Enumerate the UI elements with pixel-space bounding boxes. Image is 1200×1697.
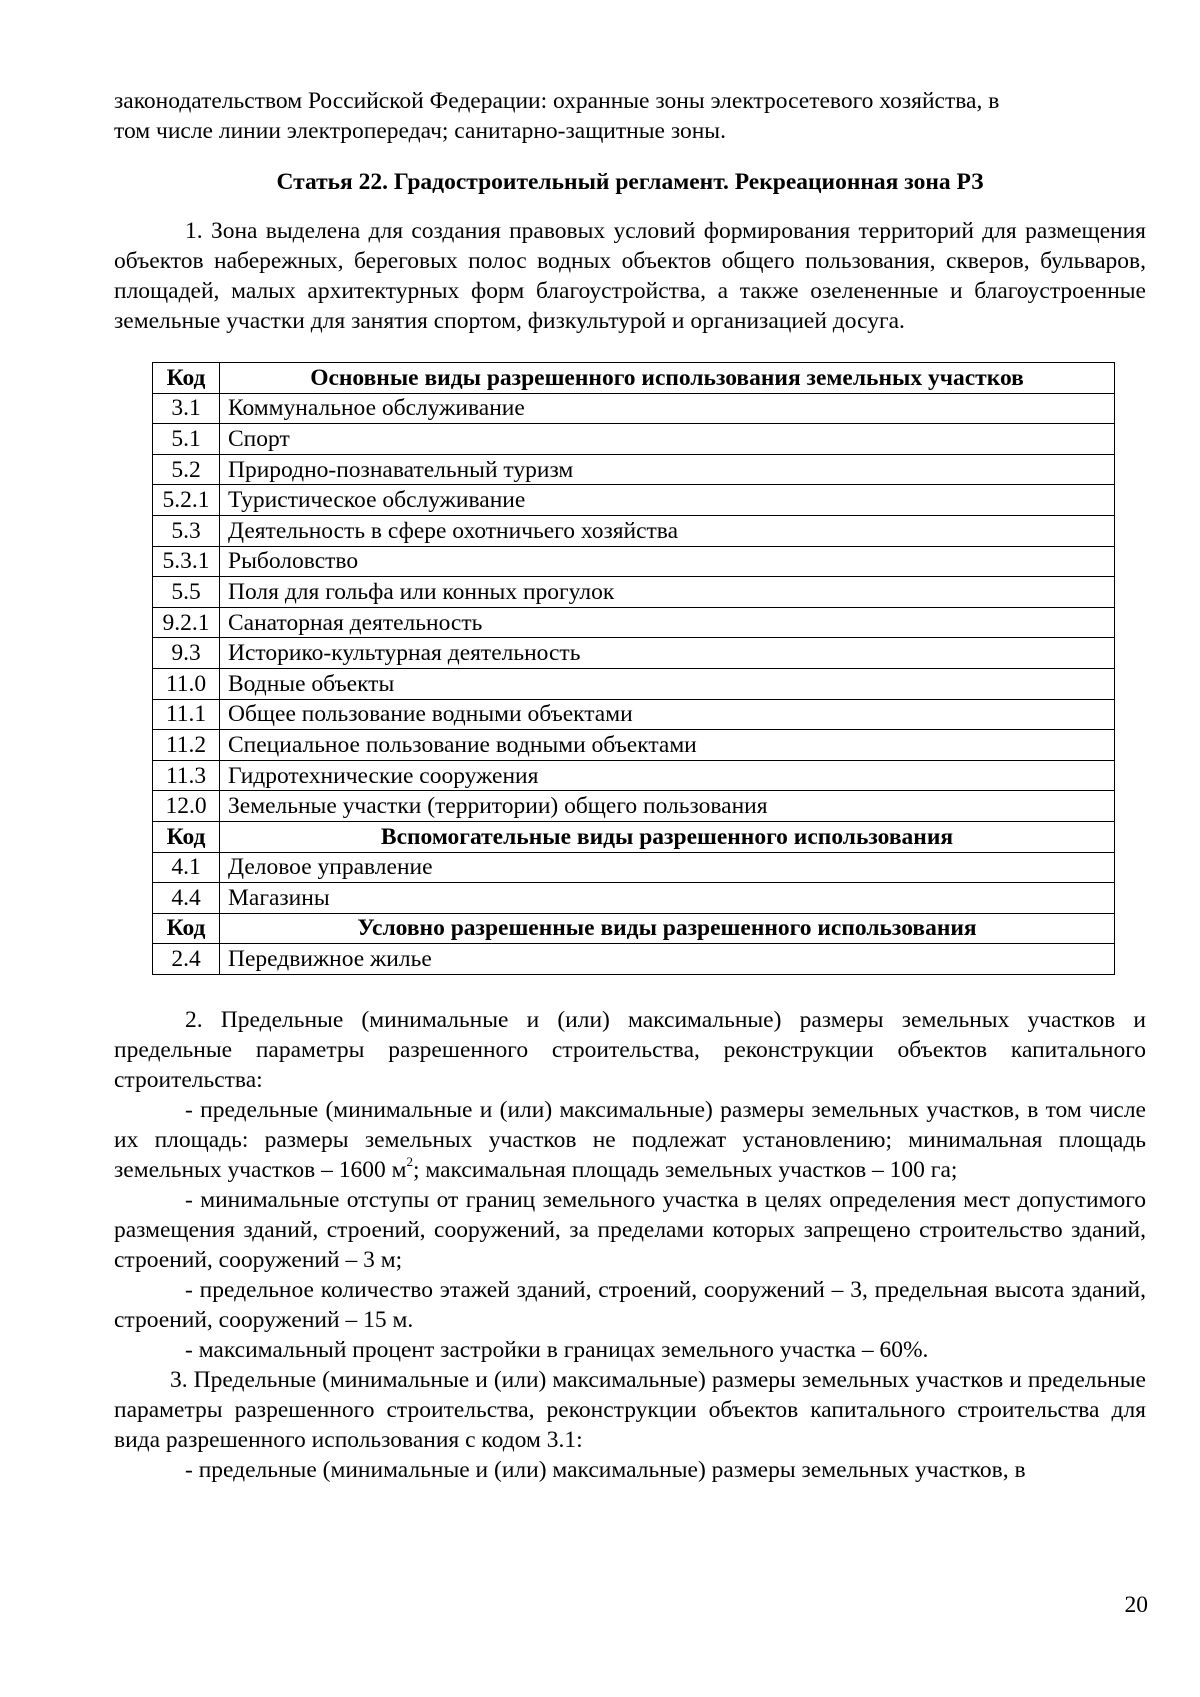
land-use-table-body xyxy=(153,363,1115,975)
table-row xyxy=(153,791,1115,822)
bullet-area xyxy=(114,1095,1146,1185)
use-name: Природно-познавательный туризм xyxy=(220,454,1115,485)
bullet-floors: - предельное количество этажей зданий, строений, сооружений – 3, предельная высота зданий, строений, сооружений – 15 м. xyxy=(114,1276,1146,1333)
use-code: 9.3 xyxy=(153,638,220,669)
use-code: 12.0 xyxy=(153,791,220,822)
table-row xyxy=(153,944,1115,975)
table-section-header xyxy=(153,821,1115,852)
paragraph-2: 2. Предельные (минимальные и (или) максимальные) размеры земельных участков и предельные параметры разрешенного строительства, реконструкции объектов капитального строительства: xyxy=(114,1006,1146,1093)
code-column-header: Код xyxy=(153,363,220,394)
table-row xyxy=(153,852,1115,883)
bullet-coverage: - максимальный процент застройки в границах земельного участка – 60%. xyxy=(185,1336,929,1363)
paragraph-1: 1. Зона выделена для создания правовых условий формирования территорий для размещения объектов набережных, береговых полос водных объектов общего пользования, скверов, бульваров, площадей, малых архитектурных форм благоустройства, а также озелененные и благоустроенные земельные участки для занятия спортом, физкультурой и организацией досуга. xyxy=(114,218,1146,334)
table-row xyxy=(153,424,1115,455)
use-name: Спорт xyxy=(220,424,1115,455)
use-code: 9.2.1 xyxy=(153,607,220,638)
use-name: Деятельность в сфере охотничьего хозяйства xyxy=(220,515,1115,546)
article-title: Статья 22. Градостроительный регламент. Рекреационная зона РЗ xyxy=(276,169,984,195)
use-code: 4.1 xyxy=(153,852,220,883)
use-code: 2.4 xyxy=(153,944,220,975)
use-name: Туристическое обслуживание xyxy=(220,485,1115,516)
table-row xyxy=(153,393,1115,424)
land-use-table xyxy=(152,362,1115,975)
use-code: 4.4 xyxy=(153,883,220,914)
table-row xyxy=(153,577,1115,608)
use-code: 11.2 xyxy=(153,730,220,761)
use-code: 5.1 xyxy=(153,424,220,455)
use-code: 5.3 xyxy=(153,515,220,546)
table-section-header xyxy=(153,913,1115,944)
use-name: Коммунальное обслуживание xyxy=(220,393,1115,424)
use-code: 5.2 xyxy=(153,454,220,485)
code-column-header: Код xyxy=(153,913,220,944)
section-title: Основные виды разрешенного использования земельных участков xyxy=(220,363,1115,394)
table-row xyxy=(153,760,1115,791)
use-name: Санаторная деятельность xyxy=(220,607,1115,638)
bullet-last: - предельные (минимальные и (или) максимальные) размеры земельных участков, в xyxy=(185,1456,1026,1483)
use-code: 5.3.1 xyxy=(153,546,220,577)
table-row xyxy=(153,454,1115,485)
document-page xyxy=(114,86,1146,1485)
use-name: Рыболовство xyxy=(220,546,1115,577)
bullet-area-text: - предельные (минимальные и (или) максимальные) размеры земельных участков, в том числе их площадь: размеры земельных участков не подлежат установлению; минимальная площадь земельных участков – 1600 м xyxy=(114,1096,1146,1183)
table-row xyxy=(153,730,1115,761)
use-code: 5.5 xyxy=(153,577,220,608)
square-superscript: 2 xyxy=(406,1154,413,1170)
use-name: Передвижное жилье xyxy=(220,944,1115,975)
use-code: 5.2.1 xyxy=(153,485,220,516)
table-row xyxy=(153,638,1115,669)
use-name: Поля для гольфа или конных прогулок xyxy=(220,577,1115,608)
use-code: 11.0 xyxy=(153,668,220,699)
use-name: Историко-культурная деятельность xyxy=(220,638,1115,669)
use-code: 11.3 xyxy=(153,760,220,791)
use-name: Водные объекты xyxy=(220,668,1115,699)
table-row xyxy=(153,607,1115,638)
use-name: Гидротехнические сооружения xyxy=(220,760,1115,791)
bullet-setback: - минимальные отступы от границ земельного участка в целях определения мест допустимого размещения зданий, строений, сооружений, за пределами которых запрещено строительство зданий, строений, сооружений – 3 м; xyxy=(114,1186,1146,1273)
table-row xyxy=(153,485,1115,516)
use-name: Магазины xyxy=(220,883,1115,914)
table-row xyxy=(153,668,1115,699)
use-code: 3.1 xyxy=(153,393,220,424)
table-row xyxy=(153,699,1115,730)
section-title: Вспомогательные виды разрешенного использования xyxy=(220,821,1115,852)
intro-line-2: том числе линии электропередач; санитарно-защитные зоны. xyxy=(114,118,726,144)
table-row xyxy=(153,546,1115,577)
paragraph-3: 3. Предельные (минимальные и (или) максимальные) размеры земельных участков и предельные параметры разрешенного строительства, реконструкции объектов капитального строительства для вида разрешенного использования с кодом 3.1: xyxy=(114,1366,1146,1453)
use-name: Деловое управление xyxy=(220,852,1115,883)
page-number: 20 xyxy=(1124,1592,1148,1618)
use-name: Общее пользование водными объектами xyxy=(220,699,1115,730)
code-column-header: Код xyxy=(153,821,220,852)
section-title: Условно разрешенные виды разрешенного использования xyxy=(220,913,1115,944)
table-row xyxy=(153,515,1115,546)
table-section-header xyxy=(153,363,1115,394)
use-name: Специальное пользование водными объектами xyxy=(220,730,1115,761)
use-code: 11.1 xyxy=(153,699,220,730)
intro-line-1: законодательством Российской Федерации: охранные зоны электросетевого хозяйства, в xyxy=(114,88,1000,114)
use-name: Земельные участки (территории) общего пользования xyxy=(220,791,1115,822)
table-row xyxy=(153,883,1115,914)
bullet-area-text-end: ; максимальная площадь земельных участков – 100 га; xyxy=(412,1156,958,1183)
